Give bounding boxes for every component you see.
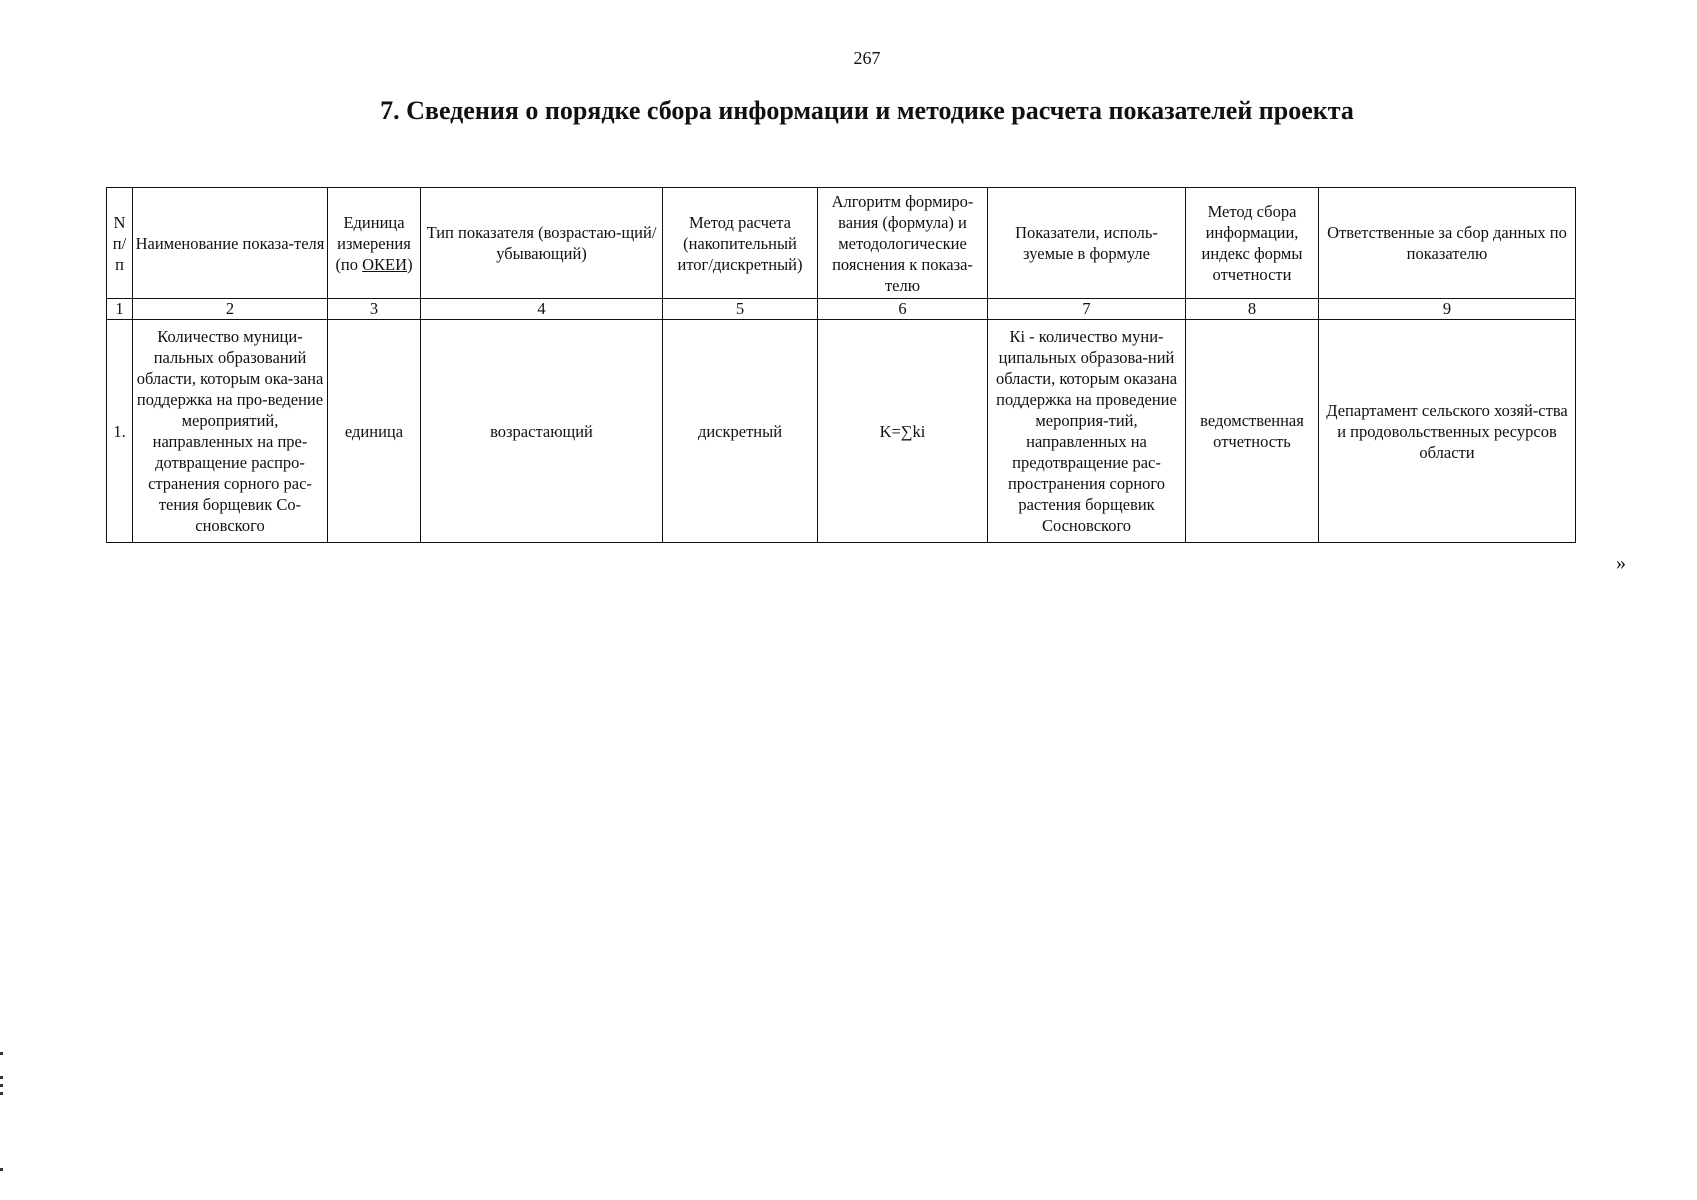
okei-link[interactable]: ОКЕИ [362,254,408,274]
header-row [107,188,1576,299]
scan-mark [0,1076,3,1079]
document-title: 7. Сведения о порядке сбора информации и методике расчета показателей проекта [380,96,1354,125]
row-formula: K=∑ki [818,320,988,543]
scan-mark [0,1092,3,1095]
header-unit-label: Единица измерения [337,212,411,253]
column-number: 2 [133,299,328,320]
header-num: N п/п [107,188,133,299]
column-number: 5 [663,299,818,320]
page-number: 267 [853,48,881,68]
row-type: возрастающий [421,320,663,543]
row-collection-method: ведомственная отчетность [1186,320,1319,543]
column-number: 9 [1319,299,1576,320]
row-responsible: Департамент сельского хозяй-ства и продовольственных ресурсов области [1319,320,1576,543]
header-type: Тип показателя (возрастаю-щий/убывающий) [421,188,663,299]
header-name: Наименование показа-теля [133,188,328,299]
header-algorithm: Алгоритм формиро-вания (формула) и методологические пояснения к показа-телю [818,188,988,299]
header-unit-open: (по [335,254,363,274]
header-unit-close: ) [407,254,413,274]
header-collection: Метод сбора информации, индекс формы отчетности [1186,188,1319,299]
column-number: 6 [818,299,988,320]
scan-mark [0,1168,3,1171]
scan-mark [0,1052,3,1055]
table-row [107,320,1576,543]
column-numbers-row [107,299,1576,320]
header-method: Метод расчета (накопительный итог/дискретный) [663,188,818,299]
indicators-table [106,187,1576,543]
column-number: 1 [107,299,133,320]
header-responsible: Ответственные за сбор данных по показателю [1319,188,1576,299]
column-number: 3 [328,299,421,320]
closing-quote: » [1616,552,1626,574]
row-indicators: Кi - количество муни-ципальных образова-ний области, которым оказана поддержка на проведение мероприя-тий, направленных на предотвращение рас-пространения сорного растения борщевик Сосновского [988,320,1186,543]
column-number: 8 [1186,299,1319,320]
scan-mark [0,1084,3,1087]
header-unit [328,188,421,299]
row-method: дискретный [663,320,818,543]
row-num: 1. [107,320,133,543]
header-indicators: Показатели, исполь-зуемые в формуле [988,188,1186,299]
row-unit: единица [328,320,421,543]
column-number: 4 [421,299,663,320]
row-indicator-name: Количество муници-пальных образований области, которым ока-зана поддержка на про-ведение мероприятий, направленных на пре-дотвращение распро-странения сорного рас-тения борщевик Со-сновского [133,320,328,543]
column-number: 7 [988,299,1186,320]
